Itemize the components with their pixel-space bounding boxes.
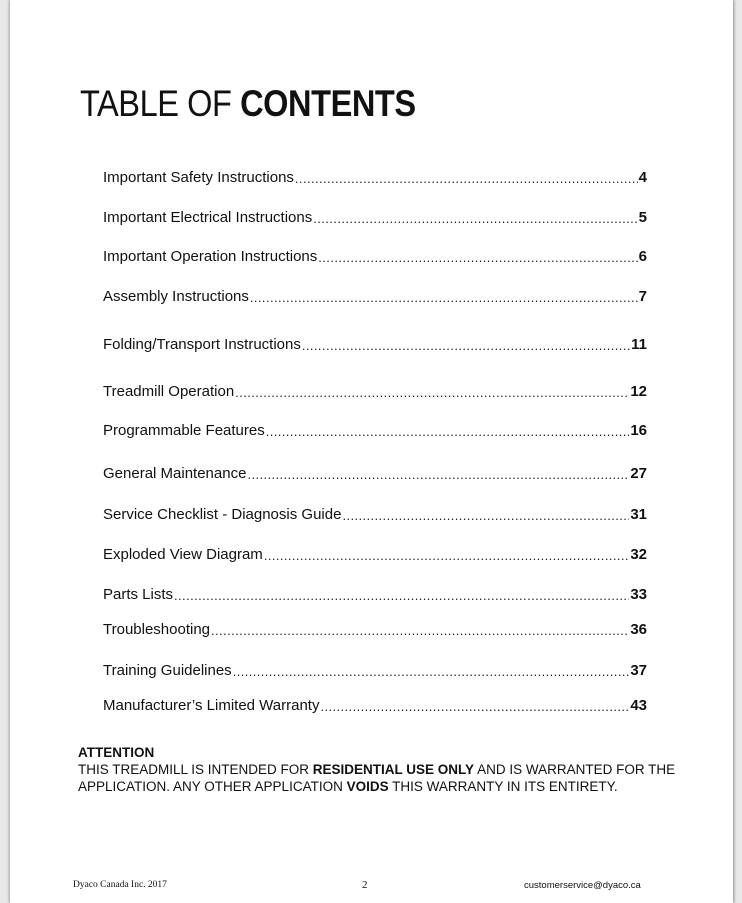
toc-dot-leader [247, 467, 629, 483]
toc-dot-leader [174, 588, 629, 604]
toc-entry-label: Assembly Instructions [103, 288, 249, 305]
toc-dot-leader [266, 424, 630, 440]
toc-entry[interactable] [103, 284, 647, 306]
toc-dot-leader [295, 171, 638, 187]
toc-entry-page: 37 [630, 662, 647, 679]
toc-entry[interactable] [103, 205, 647, 227]
toc-dot-leader [342, 508, 629, 524]
toc-entry-label: Manufacturer’s Limited Warranty [103, 697, 320, 714]
toc-dot-leader [211, 623, 629, 639]
toc-dot-leader [235, 385, 629, 401]
toc-entry-label: General Maintenance [103, 465, 247, 482]
toc-dot-leader [250, 290, 638, 306]
toc-entry-page: 5 [638, 209, 647, 226]
toc-entry-page: 11 [631, 336, 647, 353]
toc-entry-label: Parts Lists [103, 586, 174, 603]
page-title-bold: CONTENTS [240, 83, 416, 124]
attention-text-3: THIS WARRANTY IN ITS ENTIRETY. [388, 779, 618, 794]
toc-entry[interactable] [103, 658, 647, 680]
toc-entry-label: Service Checklist - Diagnosis Guide [103, 506, 342, 523]
toc-entry[interactable] [103, 693, 647, 715]
toc-entry-page: 7 [638, 288, 647, 305]
toc-entry[interactable] [103, 418, 647, 440]
footer-email-link[interactable]: customerservice@dyaco.ca [524, 880, 641, 891]
attention-body [78, 761, 678, 795]
toc-entry-label: Troubleshooting [103, 621, 211, 638]
toc-entry-page: 43 [630, 697, 647, 714]
toc-entry-page: 27 [630, 465, 647, 482]
toc-entry-label: Treadmill Operation [103, 383, 235, 400]
footer-page-number: 2 [362, 879, 368, 891]
attention-emphasis-voids: VOIDS [346, 779, 389, 794]
toc-entry-label: Exploded View Diagram [103, 546, 263, 563]
toc-entry-page: 31 [630, 506, 647, 523]
toc-entry[interactable] [103, 165, 647, 187]
attention-notice [78, 744, 678, 795]
attention-heading: ATTENTION [78, 745, 155, 760]
toc-entry-label: Folding/Transport Instructions [103, 336, 301, 353]
toc-entry[interactable] [103, 244, 647, 266]
toc-entry-page: 33 [630, 586, 647, 603]
toc-entry[interactable] [103, 542, 647, 564]
toc-entry-page: 36 [630, 621, 647, 638]
toc-entry-label: Important Operation Instructions [103, 248, 318, 265]
toc-entry-label: Training Guidelines [103, 662, 232, 679]
toc-entry[interactable] [103, 502, 647, 524]
toc-entry[interactable] [103, 617, 647, 639]
toc-entry-label: Important Safety Instructions [103, 169, 294, 186]
toc-dot-leader [264, 548, 630, 564]
toc-entry[interactable] [103, 332, 647, 354]
document-page [10, 0, 733, 903]
toc-entry[interactable] [103, 582, 647, 604]
toc-dot-leader [302, 338, 630, 354]
toc-dot-leader [313, 211, 637, 227]
attention-emphasis-residential: RESIDENTIAL USE ONLY [312, 762, 475, 777]
attention-text-1: THIS TREADMILL IS INTENDED FOR [78, 762, 313, 777]
toc-dot-leader [233, 664, 630, 680]
page-title [80, 82, 416, 126]
page-title-light: TABLE OF [80, 83, 241, 124]
toc-entry[interactable] [103, 379, 647, 401]
attention-text-2: AND IS WARRANTED FOR THE APPLICATION. ANY OTHER APPLICATION [78, 762, 676, 794]
toc-dot-leader [320, 699, 629, 715]
footer-company: Dyaco Canada Inc. 2017 [73, 880, 167, 890]
toc-entry-page: 4 [638, 169, 647, 186]
toc-dot-leader [318, 250, 637, 266]
toc-entry-label: Programmable Features [103, 422, 265, 439]
toc-entry-page: 16 [630, 422, 647, 439]
toc-entry-page: 12 [630, 383, 647, 400]
toc-entry-page: 6 [638, 248, 647, 265]
toc-entry[interactable] [103, 461, 647, 483]
toc-entry-page: 32 [630, 546, 647, 563]
toc-entry-label: Important Electrical Instructions [103, 209, 313, 226]
